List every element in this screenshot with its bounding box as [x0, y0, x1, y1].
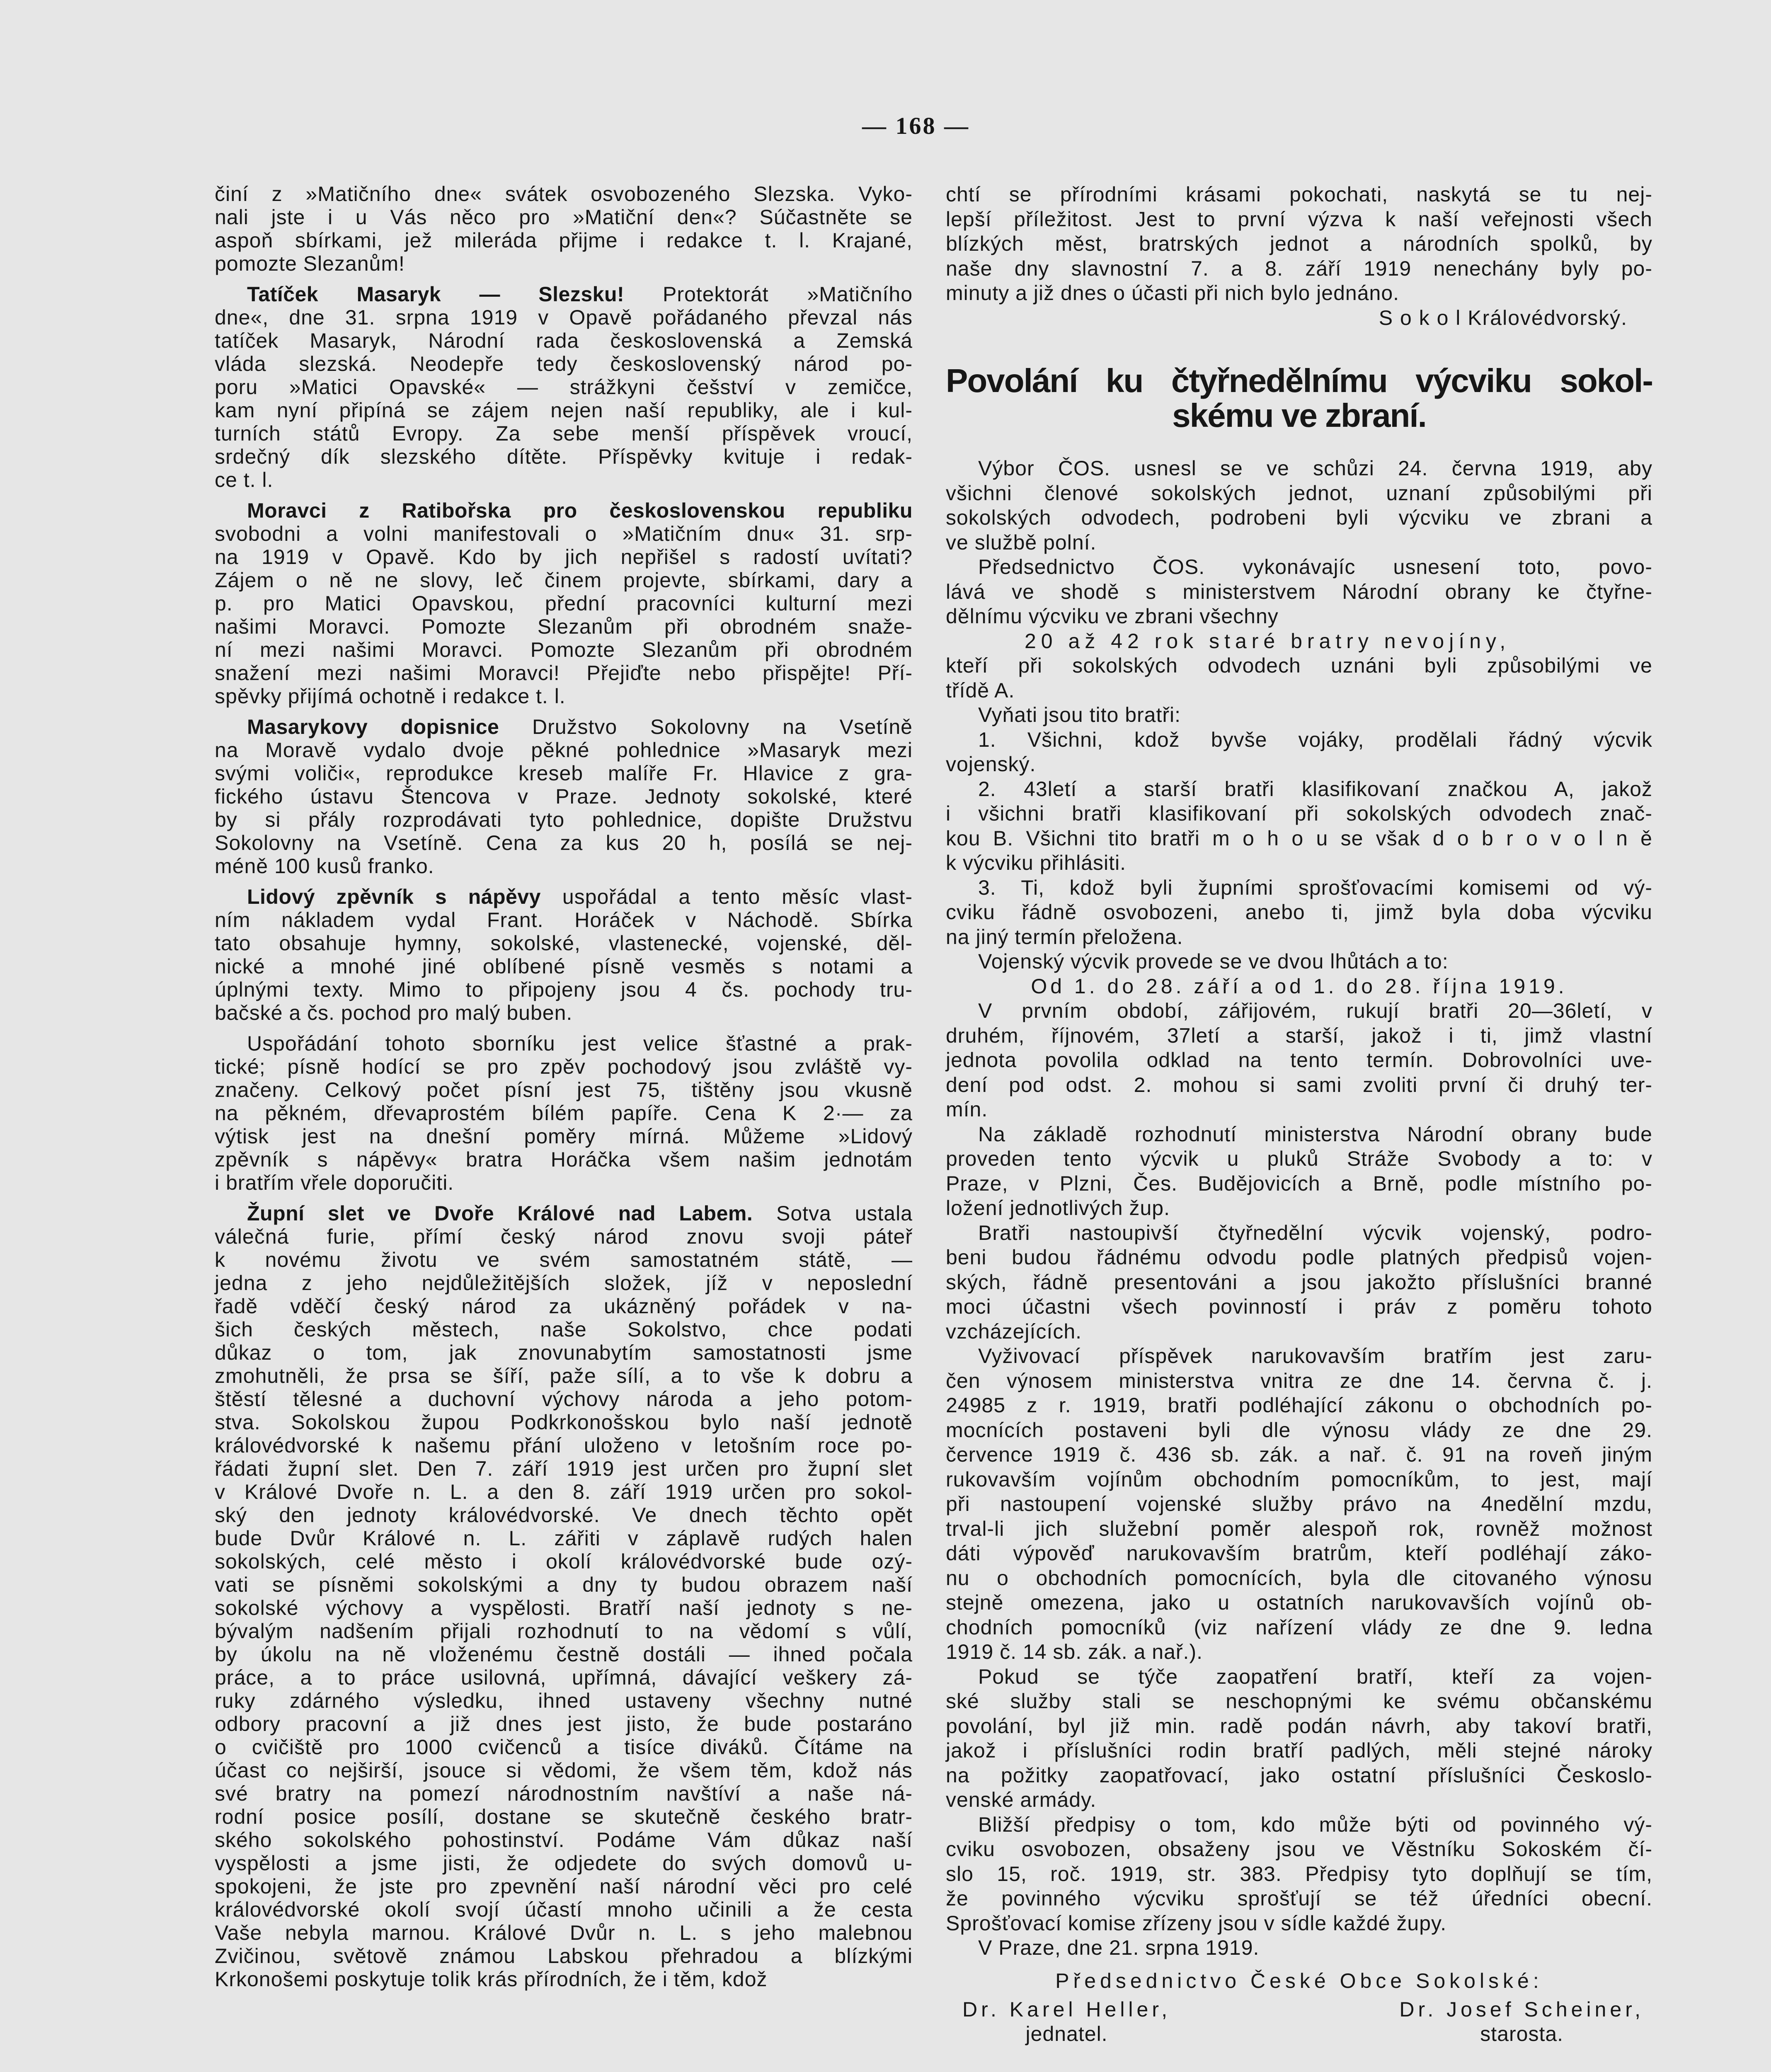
text-line: Vaše nebyla marnou. Králové Dvůr n. L. s jeho malebnou	[215, 1921, 913, 1944]
text-line-rest: Družstvo Sokolovny na Vsetíně	[499, 715, 913, 738]
paragraph	[946, 1122, 1652, 1221]
text-line: pomozte Slezanům!	[215, 252, 405, 275]
text-line: odbory pracovní a již dnes jest jisto, že bude postaráno	[215, 1712, 913, 1736]
text-line	[215, 715, 913, 738]
signatory	[1399, 1997, 1644, 2045]
text-line: ním nákladem vydal Frant. Horáček v Náchodě. Sbírka	[215, 908, 913, 932]
text-line: značeny. Celkový počet písní jest 75, tištěny jsou vkusně	[215, 1078, 913, 1101]
paragraph	[946, 1665, 1652, 1813]
text-line: Pokud se týče zaopatření bratří, kteří za vojen-	[978, 1665, 1652, 1688]
text-line: bývalým nadšením přijali rozhodnutí to na vědomí s vůlí,	[215, 1619, 913, 1643]
text-line: činí z »Matičního dne« svátek osvobozeného Slezska. Vyko-	[215, 182, 913, 206]
text-line: při nastoupení vojenské služby právo na 4nedělní mzdu,	[946, 1492, 1652, 1515]
text-line: vyspělosti a jsme jisti, že odjedete do svých domovů u-	[215, 1852, 913, 1875]
paragraph	[215, 1202, 913, 1991]
paragraph-heading: Župní slet ve Dvoře Králové nad Labem.	[247, 1202, 753, 1225]
left-column-paragraphs	[215, 182, 913, 1991]
text-line: cviku osvobozen, obsaženy jsou ve Věstníku Sokoském čí-	[946, 1837, 1652, 1861]
article-title-line: Povolání ku čtyřnedělnímu výcviku sokol-	[946, 362, 1652, 399]
text-line: výtisk jest na dnešní poměry mírná. Můžeme »Lidový	[215, 1125, 913, 1148]
text-line: bačské a čs. pochod pro malý buben.	[215, 1001, 573, 1024]
text-line: ské služby stali se neschopnými ke svému občanskému	[946, 1690, 1652, 1713]
text-line: července 1919 č. 436 sb. zák. a nař. č. 91 na roveň jiným	[946, 1443, 1652, 1466]
paragraph-heading: Moravci z Ratibořska pro československou republiku	[247, 499, 913, 522]
text-line: ruky zdárného výsledku, ihned ustaveny všechny nutné	[215, 1689, 913, 1712]
paragraph	[946, 629, 1652, 654]
text-line: práce, a to práce usilovná, upřímná, dávající veškery zá-	[215, 1666, 913, 1689]
text-line: Bratři nastoupivší čtyřnedělní výcvik vojenský, podro-	[978, 1221, 1652, 1244]
text-line: ní mezi našimi Moravci. Pomozte Slezanům při obrodném	[215, 638, 913, 661]
text-line: jakož i příslušníci rodin bratří padlých, měli stejné nároky	[946, 1739, 1652, 1762]
text-line: 2. 43letí a starší bratři klasifikovaní značkou A, jakož	[978, 777, 1652, 801]
signatory-name: Dr. Josef Scheiner,	[1399, 1998, 1644, 2021]
text-line: nické a mnohé jiné oblíbené písně vesměs s notami a	[215, 955, 913, 978]
text-line: válečná furie, přímí český národ znovu svoji páteř	[215, 1225, 913, 1248]
text-line: jedna z jeho nejdůležitějších složek, jíž v neposlední	[215, 1271, 913, 1295]
text-line: vláda slezská. Neodepře tedy československý národ po-	[215, 352, 913, 375]
paragraph	[215, 715, 913, 878]
signatory-role: starosta.	[1480, 2022, 1564, 2045]
text-line: Vyňati jsou tito bratři:	[978, 703, 1181, 726]
text-line: všichni členové sokolských jednot, uznaní způsobilými při	[946, 481, 1652, 505]
text-line	[215, 283, 913, 306]
paragraph	[946, 1936, 1652, 1961]
text-line: cviku řádně osvobozeni, anebo ti, jimž byla doba výcviku	[946, 900, 1652, 924]
text-line: úplnými texty. Mimo to připojeny jsou 4 čs. pochody tru-	[215, 978, 913, 1001]
text-line: Vojenský výcvik provede se ve dvou lhůtách a to:	[978, 950, 1449, 973]
paragraph-heading: Masarykovy dopisnice	[247, 715, 499, 738]
article-title-line: skému ve zbraní.	[1172, 397, 1426, 434]
article-signature: S o k o l Královédvorský.	[1379, 306, 1628, 329]
paragraph	[946, 555, 1652, 629]
text-line: svobodni a volni manifestovali o »Matičním dnu« 31. srp-	[215, 522, 913, 545]
text-line: Od 1. do 28. září a od 1. do 28. října 1919.	[1031, 974, 1567, 998]
text-line: 3. Ti, kdož byli župními sprošťovacími komisemi od vý-	[978, 876, 1652, 899]
text-line: vati se písněmi sokolskými a dny ty budou obrazem naší	[215, 1573, 913, 1596]
text-line: sokolských odvodech, podrobeni byli výcviku ve zbrani a	[946, 506, 1652, 529]
text-line: srdečný dík slezského dítěte. Příspěvky kvituje i redak-	[215, 445, 913, 468]
text-line: by si přály rozprodávati tyto pohlednice, dopište Družstvu	[215, 808, 913, 831]
text-line: Vyživovací příspěvek narukovavším bratřím jest zaru-	[978, 1344, 1652, 1368]
text-line: V Praze, dne 21. srpna 1919.	[978, 1936, 1260, 1959]
text-line: 20 až 42 rok staré bratry nevojíny,	[1025, 629, 1511, 653]
text-line: k novému životu ve svém samostatném státě, —	[215, 1248, 913, 1271]
paragraph	[946, 728, 1652, 777]
text-line: turních států Evropy. Za sebe menší příspěvek vroucí,	[215, 422, 913, 445]
text-line: dělnímu výcviku ve zbrani všechny	[946, 605, 1279, 628]
text-line: k výcviku přihlásiti.	[946, 851, 1126, 874]
text-line: dení pod odst. 2. mohou si sami zvoliti první či druhý ter-	[946, 1073, 1652, 1097]
text-line: venské armády.	[946, 1788, 1097, 1811]
paragraph	[946, 777, 1652, 876]
text-line: poru »Matici Opavské« — strážkyni češství v zemičce,	[215, 375, 913, 399]
signatories	[946, 1997, 1652, 2045]
text-line: proveden tento výcvik u pluků Stráže Svobody a to: v	[946, 1147, 1652, 1170]
text-line: Předsednictvo ČOS. vykonávajíc usnesení toto, povo-	[978, 555, 1652, 579]
text-line: ložení jednotlivých žup.	[946, 1196, 1170, 1220]
text-line: štěstí tělesné a duchovní výchovy národa a jeho potom-	[215, 1387, 913, 1411]
text-line: na 1919 v Opavě. Kdo by jich nepřišel s radostí uvítati?	[215, 545, 913, 569]
signatory-name: Dr. Karel Heller,	[962, 1998, 1171, 2021]
text-line: našimi Moravci. Pomozte Slezanům při obrodném snaže-	[215, 615, 913, 638]
text-line: Bližší předpisy o tom, kdo může býti od povinného vý-	[978, 1813, 1652, 1836]
text-line: Výbor ČOS. usnesl se ve schůzi 24. června 1919, aby	[978, 457, 1652, 480]
text-line: sokolské výchovy a vyspělosti. Bratří naší jednoty s ne-	[215, 1596, 913, 1619]
paragraph	[946, 456, 1652, 555]
text-line: čen výnosem ministerstva vnitra ze dne 14. června č. j.	[946, 1369, 1652, 1392]
text-line: své bratry na pomezí národnostním navštíví a naše ná-	[215, 1782, 913, 1805]
paragraph	[215, 182, 913, 275]
text-line: Sokolovny na Vsetíně. Cena za kus 20 h, posílá se nej-	[215, 831, 913, 854]
text-line: dáti výpověď narukovavším bratrům, kteří podléhají záko-	[946, 1542, 1652, 1565]
text-line: nali jste i u Vás něco pro »Matiční den«? Súčastněte se	[215, 206, 913, 229]
text-line: p. pro Matici Opavskou, přední pracovníci kulturní mezi	[215, 592, 913, 615]
text-line-rest: Sotva ustala	[753, 1202, 913, 1225]
text-line: beni budou řádnému odvodu podle platných předpisů vojen-	[946, 1246, 1652, 1269]
text-line: vzcházejících.	[946, 1319, 1082, 1343]
text-line: trval-li jich služební poměr alespoň rok, rovněž možnost	[946, 1517, 1652, 1540]
text-line: mocnících postaveni byli dle výnosu vlády ze dne 29.	[946, 1418, 1652, 1442]
text-line: na pěkném, dřevaprostém bílém papíře. Cena K 2·— za	[215, 1101, 913, 1125]
text-line: spokojeni, že jste pro zpevnění naší národní věci pro celé	[215, 1875, 913, 1898]
text-line: dne«, dne 31. srpna 1919 v Opavě pořádaného převzal nás	[215, 306, 913, 329]
text-line: jednota povolila odklad na tento termín. Dobrovolníci uve-	[946, 1048, 1652, 1072]
text-line: moci účastni všech povinností i práv z poměru tohoto	[946, 1295, 1652, 1318]
paragraph	[946, 654, 1652, 703]
text-line: Zájem o ně ne slovy, leč činem projevte, sbírkami, dary a	[215, 569, 913, 592]
text-line: v Králové Dvoře n. L. a den 8. září 1919 určen pro sokol-	[215, 1480, 913, 1503]
paragraph	[946, 999, 1652, 1122]
text-line: lává ve shodě s ministerstvem Národní obrany ke čtyřne-	[946, 580, 1652, 603]
text-line: sokolských, celé město i okolí královédvorské bude ozý-	[215, 1550, 913, 1573]
text-line: lepší příležitost. Jest to první výzva k naší veřejnosti všech	[946, 207, 1652, 231]
text-line: řádati župní slet. Den 7. září 1919 jest určen pro župní slet	[215, 1457, 913, 1480]
text-line: 1. Všichni, kdož byvše vojáky, prodělali řádný výcvik	[978, 728, 1652, 751]
text-line: rodní posice posílí, dostane se skutečně českého bratr-	[215, 1805, 913, 1828]
paragraph	[215, 283, 913, 491]
text-line: svými voliči«, reprodukce kreseb malíře Fr. Hlavice z gra-	[215, 762, 913, 785]
paragraph	[946, 1221, 1652, 1344]
text-line: zmohutněli, že prsa se šíří, paže sílí, a to vše k dobru a	[215, 1364, 913, 1387]
text-line: 1919 č. 14 sb. zák. a nař.).	[946, 1640, 1203, 1663]
paragraph	[946, 949, 1652, 974]
text-line: Krkonošemi poskytuje tolik krás přírodních, že i těm, kdož	[215, 1968, 768, 1991]
article-body	[946, 456, 1652, 1961]
text-line-rest: uspořádal a tento měsíc vlast-	[540, 885, 913, 908]
text-line: ve službě polní.	[946, 530, 1097, 554]
text-line: důkaz o tom, jak znovunabytím samostatnosti jsme	[215, 1341, 913, 1364]
text-line: Praze, v Plzni, Čes. Budějovicích a Brně, podle místního po-	[946, 1172, 1652, 1195]
text-line: na jiný termín přeložena.	[946, 925, 1183, 949]
text-line: kteří při sokolských odvodech uznáni byli způsobilými ve	[946, 654, 1652, 677]
text-line: Zvičinou, světově známou Labskou přehradou a blízkými	[215, 1944, 913, 1968]
article-title	[946, 363, 1652, 433]
text-line: ského sokolského pohostinství. Podáme Vám důkaz naší	[215, 1828, 913, 1852]
text-line: tato obsahuje hymny, sokolské, vlastenecké, vojenské, děl-	[215, 932, 913, 955]
text-line: řadě vděčí český národ za ukázněný pořádek v na-	[215, 1295, 913, 1318]
text-line: V prvním období, zářijovém, rukují bratři 20—36letí, v	[978, 999, 1652, 1022]
text-line: slo 15, roč. 1919, str. 383. Předpisy tyto doplňují se tím,	[946, 1862, 1652, 1886]
text-line: zpěvník s nápěvy« bratra Horáčka všem našim jednotám	[215, 1148, 913, 1171]
text-line: aspoň sbírkami, jež mileráda přijme i redakce t. l. Krajané,	[215, 229, 913, 252]
text-line: Na základě rozhodnutí ministerstva Národní obrany bude	[978, 1122, 1652, 1146]
paragraph	[946, 974, 1652, 999]
continued-article-ending	[946, 182, 1652, 306]
text-line: minuty a již dnes o účasti při nich bylo jednáno.	[946, 281, 1400, 305]
paragraph-heading: Tatíček Masaryk — Slezsku!	[247, 283, 625, 306]
text-line: chodních pomocníků (viz nařízení vlády ze dne 9. ledna	[946, 1615, 1652, 1639]
text-line: tatíček Masaryk, Národní rada československá a Zemská	[215, 329, 913, 352]
text-line: královédvorské k našemu přání uloženo v letošním roce po-	[215, 1434, 913, 1457]
text-line: spěvky přijímá ochotně i redakce t. l.	[215, 685, 566, 708]
text-line	[215, 885, 913, 908]
text-line: na Moravě vydalo dvoje pěkné pohlednice »Masaryk mezi	[215, 738, 913, 762]
text-line: naše dny slavnostní 7. a 8. září 1919 nenechány byly po-	[946, 257, 1652, 280]
paragraph	[946, 1813, 1652, 1936]
right-column	[946, 182, 1652, 2045]
text-line: o cvičiště pro 1000 cvičenců a tisíce diváků. Čítáme na	[215, 1736, 913, 1759]
text-line: i bratřím vřele doporučiti.	[215, 1171, 454, 1194]
text-line: třídě A.	[946, 678, 1015, 702]
text-line: ských, řádně presentováni a jsou jakožto příslušníci branné	[946, 1270, 1652, 1294]
text-line: stva. Sokolskou župou Podkrkonošskou bylo naší jednotě	[215, 1411, 913, 1434]
text-line: Uspořádání tohoto sborníku jest velice šťastné a prak-	[247, 1032, 913, 1055]
text-line: fického ústavu Štencova v Praze. Jednoty sokolské, které	[215, 785, 913, 808]
text-line: že povinného výcviku sprošťují se též úředníci obecní.	[946, 1887, 1652, 1910]
text-line	[215, 499, 913, 522]
text-line: tické; písně hodící se pro zpěv pochodový jsou zvláště vy-	[215, 1055, 913, 1078]
left-column	[215, 182, 913, 1991]
signatory	[962, 1997, 1171, 2045]
text-line: blízkých měst, bratrských jednot a národních spolků, by	[946, 232, 1652, 255]
text-line: by úkolu na ně vloženému čestně dostáli — ihned počala	[215, 1643, 913, 1666]
text-line: Sprošťovací komise zřízeny jsou v sídle každé župy.	[946, 1911, 1447, 1935]
text-line: ský den jednoty královédvorské. Ve dnech těchto opět	[215, 1503, 913, 1527]
text-line: rukovavším vojínům obchodním pomocníkům, to jest, mají	[946, 1467, 1652, 1491]
text-line: kam nyní připíná se zájem nejen naší republiky, ale i kul-	[215, 399, 913, 422]
paragraph	[215, 885, 913, 1024]
paragraph	[946, 1344, 1652, 1665]
text-line: nu o obchodních pomocnících, byla dle citovaného výnosu	[946, 1566, 1652, 1590]
text-line: bude Dvůr Králové n. L. zářiti v záplavě rudých halen	[215, 1527, 913, 1550]
closing-authority: Předsednictvo České Obce Sokolské:	[1055, 1969, 1543, 1992]
text-line-rest: Protektorát »Matičního	[624, 283, 913, 306]
text-line: 24985 z r. 1919, bratři podléhající zákonu o obchodních po-	[946, 1394, 1652, 1417]
text-line: méně 100 kusů franko.	[215, 854, 434, 878]
text-line: i všichni bratři klasifikovaní při sokolských odvodech znač-	[946, 802, 1652, 825]
paragraph	[946, 876, 1652, 950]
text-line: chtí se přírodními krásami pokochati, naskytá se tu nej-	[946, 183, 1652, 206]
text-line: druhém, říjnovém, 37letí a starší, jakož i ti, jimž vlastní	[946, 1024, 1652, 1047]
text-line: ce t. l.	[215, 468, 274, 491]
text-line: povolání, byl již min. radě podán návrh, aby takoví bratři,	[946, 1714, 1652, 1738]
text-line: snažení mezi našimi Moravci! Přejiďte nebo přispějte! Pří-	[215, 661, 913, 685]
text-line: kou B. Všichni tito bratři m o h o u se však d o b r o v o l n ě	[946, 826, 1652, 850]
text-line	[215, 1202, 913, 1225]
text-line: vojenský.	[946, 753, 1036, 776]
paragraph-heading: Lidový zpěvník s nápěvy	[247, 885, 541, 908]
text-line: královédvorské okolí svojí účastí mnoho učinili a že cesta	[215, 1898, 913, 1921]
text-line: šich českých městech, naše Sokolstvo, chce podati	[215, 1318, 913, 1341]
signatory-role: jednatel.	[1025, 2022, 1108, 2045]
text-line: mín.	[946, 1098, 988, 1121]
paragraph	[946, 703, 1652, 728]
paragraph	[946, 182, 1652, 306]
text-line: stejně omezena, jako u ostatních narukovavších vojínů ob-	[946, 1591, 1652, 1614]
paragraph	[215, 499, 913, 708]
text-line: účast co nejširší, jsouce si vědomi, že všem těm, kdož nás	[215, 1759, 913, 1782]
paragraph	[215, 1032, 913, 1194]
page-number: — 168 —	[862, 112, 970, 139]
text-line: na požitky zaopatřovací, jako ostatní příslušníci Českoslo-	[946, 1763, 1652, 1787]
